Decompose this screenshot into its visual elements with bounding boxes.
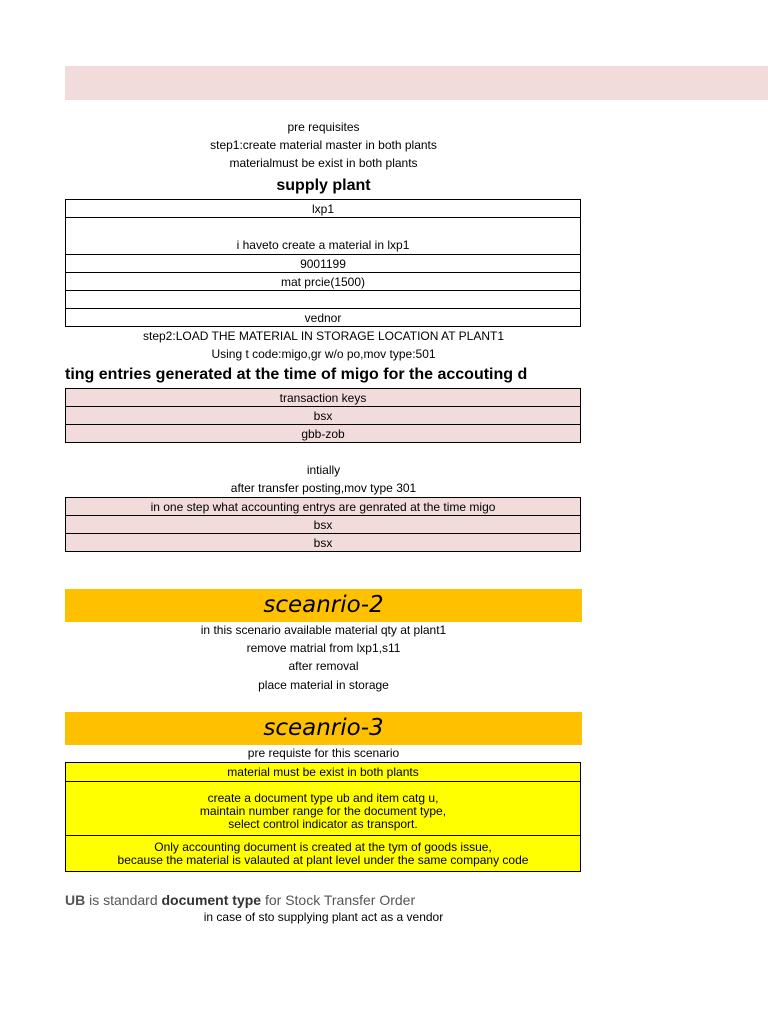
step2-tcode: Using t code:migo,gr w/o po,mov type:501: [211, 347, 436, 361]
transfer-row-bsx-1: bsx: [65, 515, 581, 534]
accounting-row-gbb: gbb-zob: [65, 424, 581, 443]
scenario2-line-4: place material in storage: [258, 678, 389, 692]
scenario2-line-3: after removal: [288, 659, 359, 673]
scenario3-row2-line-1: create a document type ub and item catg u,: [207, 791, 439, 805]
ub-document-type: document type: [161, 892, 262, 908]
supply-row-price: mat prcie(1500): [65, 272, 581, 291]
scenario3-prereq: pre requiste for this scenario: [247, 746, 400, 760]
vendor-note: in case of sto supplying plant act as a vendor: [203, 910, 444, 924]
supply-row-empty: [65, 290, 581, 309]
supply-row-vendor: vednor: [65, 308, 581, 327]
prereq-title: pre requisites: [287, 120, 360, 134]
scenario3-row-accounting-doc: [65, 835, 581, 872]
prereq-step1: step1:create material master in both plants: [210, 138, 437, 152]
ub-for-sto: for Stock Transfer Order: [261, 892, 416, 908]
scenario3-row2-line-2: maintain number range for the document type,: [199, 804, 447, 818]
header-band: [65, 66, 768, 100]
accounting-row-header: transaction keys: [65, 388, 581, 407]
transfer-initially: intially: [306, 463, 341, 477]
scenario3-title: sceanrio-3: [65, 712, 582, 745]
supply-row-material-no: 9001199: [65, 254, 581, 273]
supply-row-plant: lxp1: [65, 199, 581, 218]
scenario3-row2-line-3: select control indicator as transport.: [228, 817, 418, 831]
scenario2-title: sceanrio-2: [65, 589, 582, 622]
scenario2-line-2: remove matrial from lxp1,s11: [246, 641, 401, 655]
ub-is-standard: is standard: [85, 892, 162, 908]
supply-plant-heading: supply plant: [276, 177, 371, 194]
prereq-note: materialmust be exist in both plants: [229, 156, 418, 170]
scenario3-row-material: material must be exist in both plants: [65, 762, 581, 782]
ub-note: [65, 890, 415, 910]
scenario3-row3-line-1: Only accounting document is created at the tym of goods issue,: [154, 840, 492, 854]
supply-row-create: i haveto create a material in lxp1: [65, 217, 581, 255]
scenario3-row-document-type: [65, 781, 581, 836]
transfer-after: after transfer posting,mov type 301: [230, 481, 417, 495]
accounting-heading: ting entries generated at the time of migo for the accouting d: [65, 366, 528, 383]
ub-term: UB: [65, 892, 86, 908]
transfer-row-header: in one step what accounting entrys are genrated at the time migo: [65, 497, 581, 516]
accounting-row-bsx: bsx: [65, 406, 581, 425]
transfer-row-bsx-2: bsx: [65, 533, 581, 552]
scenario2-line-1: in this scenario available material qty at plant1: [200, 623, 447, 637]
step2-title: step2:LOAD THE MATERIAL IN STORAGE LOCATION AT PLANT1: [143, 329, 504, 343]
scenario3-row3-line-2: because the material is valauted at plant level under the same company code: [117, 853, 529, 867]
